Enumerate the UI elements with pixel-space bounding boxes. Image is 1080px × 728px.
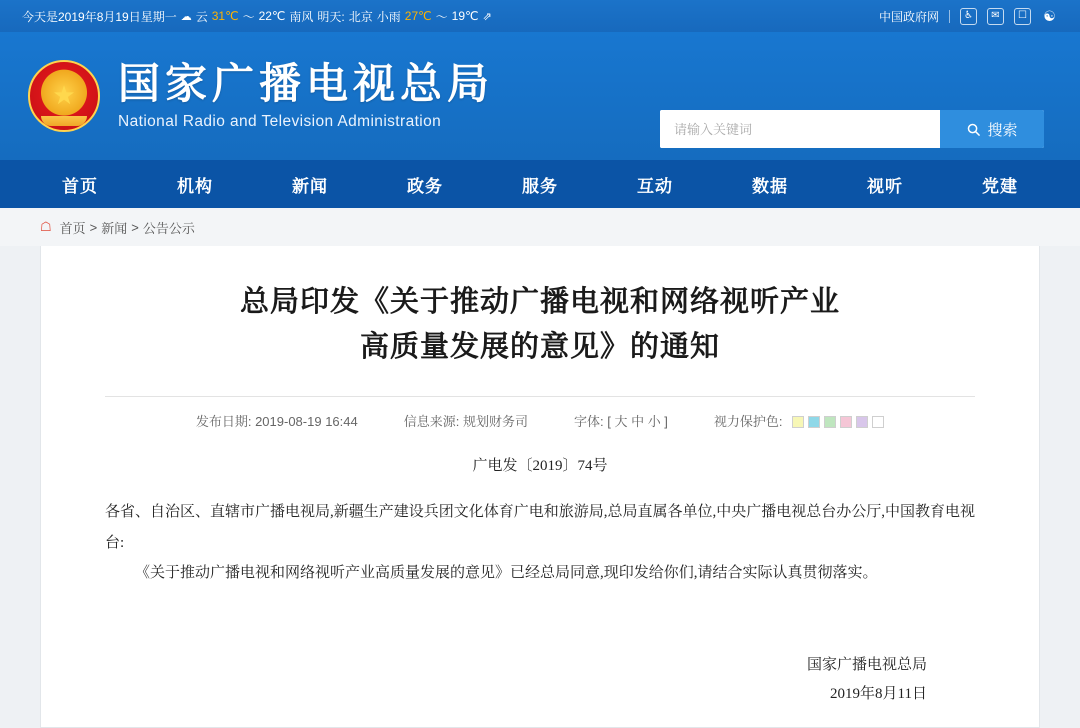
site-title-en: National Radio and Television Administration [118, 113, 442, 131]
article-paragraph-2: 《关于推动广播电视和网络视听产业高质量发展的意见》已经总局同意,现印发给你们,请结合实际认真贯彻落实。 [135, 565, 878, 582]
publish-date-label: 发布日期: [195, 413, 252, 429]
gov-portal-link[interactable]: 中国政府网 [878, 9, 939, 24]
accessibility-icon[interactable]: ♿ [960, 8, 977, 25]
article-meta [95, 397, 985, 430]
nav-item-data[interactable]: 数据 [752, 176, 788, 196]
document-number: 广电发〔2019〕74号 [472, 457, 608, 474]
eye-protection-control[interactable] [714, 411, 884, 430]
nav-item-av[interactable]: 视听 [867, 176, 903, 196]
mail-icon[interactable]: ✉ [987, 8, 1004, 25]
site-title-cn: 国家广播电视总局 [118, 61, 495, 108]
signature-org: 国家广播电视总局 [806, 657, 927, 674]
divider [949, 10, 950, 23]
article-signature [95, 651, 985, 710]
emblem-gear [41, 116, 87, 126]
breadcrumb [0, 208, 1080, 246]
article-paragraph-1: 各省、自治区、直辖市广播电视局,新疆生产建设兵团文化体育广电和旅游局,总局直属各单位,中央广播电视总台办公厅,中国教育电视台: [105, 503, 976, 551]
swatch-white[interactable] [872, 416, 884, 428]
nav-item-affairs[interactable]: 政务 [407, 176, 443, 196]
tomorrow-temp-low: 19℃ [451, 9, 479, 23]
site-titles [118, 61, 494, 131]
tomorrow-temp-high: 27℃ [404, 9, 432, 23]
source-label: 信息来源: [403, 413, 460, 429]
breadcrumb-item-current: 公告公示 [142, 220, 195, 236]
temp-high: 31℃ [211, 9, 239, 23]
cloud-icon: ☁ [180, 10, 192, 23]
top-info-bar [0, 0, 1080, 32]
swatch-pink[interactable] [840, 416, 852, 428]
nav-item-org[interactable]: 机构 [177, 176, 213, 196]
wind-icon: ⇗ [482, 10, 492, 23]
swatch-purple[interactable] [856, 416, 868, 428]
top-bar-links [879, 8, 1058, 25]
search-icon [966, 122, 981, 137]
signature-date: 2019年8月11日 [830, 686, 927, 703]
tomorrow-condition: 小雨 [376, 9, 401, 24]
home-icon: ☖ [40, 219, 52, 234]
article-title-line-2: 高质量发展的意见》的通知 [359, 330, 720, 363]
eye-protection-swatches[interactable] [792, 416, 884, 428]
publish-date [196, 411, 358, 430]
tomorrow-temp-tilde: ～ [435, 9, 448, 24]
nav-item-service[interactable]: 服务 [522, 176, 558, 196]
weather-info [22, 8, 492, 25]
page-title [95, 280, 985, 370]
tomorrow-city: 北京 [348, 9, 373, 24]
breadcrumb-separator-2: > [131, 219, 139, 235]
eye-protection-label: 视力保护色: [713, 413, 783, 429]
search-input[interactable] [660, 110, 940, 148]
article-title-line-1: 总局印发《关于推动广播电视和网络视听产业 [239, 286, 840, 318]
mobile-icon[interactable]: ☐ [1014, 8, 1031, 25]
font-size-label: 字体: [574, 413, 604, 429]
font-size-control[interactable] [574, 411, 668, 430]
site-search[interactable] [660, 110, 1044, 148]
swatch-blue[interactable] [808, 416, 820, 428]
site-header [0, 32, 1080, 160]
national-emblem-icon [28, 60, 100, 132]
nav-item-home[interactable]: 首页 [62, 176, 98, 196]
weather-label: 云 [195, 9, 208, 24]
nav-item-party[interactable]: 党建 [982, 176, 1018, 196]
content-area [0, 246, 1080, 728]
today-date: 今天是2019年8月19日星期一 [22, 9, 177, 24]
wechat-icon[interactable]: ☯ [1043, 8, 1056, 24]
article-sheet [40, 246, 1040, 728]
temp-tilde: ～ [242, 9, 255, 24]
swatch-yellow[interactable] [792, 416, 804, 428]
search-button-label: 搜索 [987, 121, 1018, 139]
publish-date-value: 2019-08-19 16:44 [255, 413, 358, 429]
breadcrumb-item-home[interactable]: 首页 [59, 220, 86, 236]
source [404, 411, 528, 430]
tomorrow-label: 明天: [317, 9, 345, 24]
search-button[interactable] [940, 110, 1044, 148]
swatch-green[interactable] [824, 416, 836, 428]
breadcrumb-separator-1: > [89, 219, 98, 235]
breadcrumb-item-news[interactable]: 新闻 [101, 220, 128, 236]
source-value: 规划财务司 [462, 413, 528, 429]
nav-item-interact[interactable]: 互动 [637, 176, 673, 196]
article-body [95, 497, 985, 589]
font-size-options[interactable]: [ 大 中 小 ] [607, 413, 668, 429]
wind-direction: 南风 [289, 9, 314, 24]
nav-item-news[interactable]: 新闻 [292, 176, 328, 196]
temp-low: 22℃ [258, 9, 286, 23]
main-nav[interactable] [0, 160, 1080, 208]
